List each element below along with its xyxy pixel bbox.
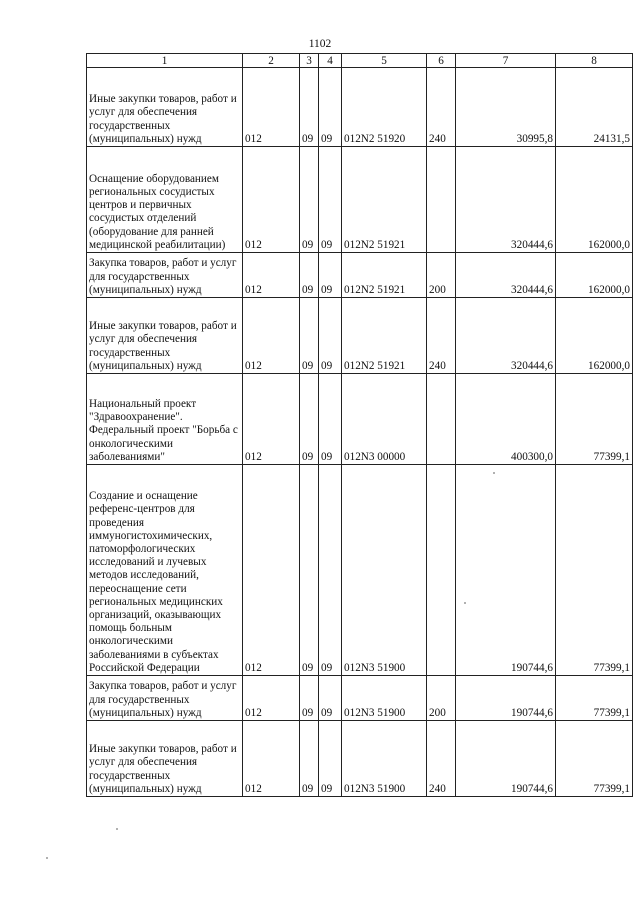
amount-col8: 162000,0 — [556, 298, 633, 374]
amount-col8: 24131,5 — [556, 68, 633, 147]
expense-type-code: 240 — [427, 298, 456, 374]
expense-type-code: 240 — [427, 68, 456, 147]
row-name: Создание и оснащение референс-центров для проведения иммуногистохимических, патоморфологических исследований и лучевых методов исследований, переоснащение сети региональных медицинских организаций, оказывающих помощь больным онкологическими заболеваниями в субъектах Российской Федерации — [87, 465, 243, 676]
section-code: 09 — [300, 147, 319, 253]
expense-type-code — [427, 465, 456, 676]
ministry-code: 012 — [243, 676, 300, 721]
column-header: 3 — [300, 54, 319, 68]
amount-col7: 190744,6 — [456, 465, 556, 676]
amount-col7: 320444,6 — [456, 253, 556, 298]
target-article-code: 012N2 51921 — [342, 298, 427, 374]
page-number: 1102 — [308, 38, 332, 50]
subsection-code: 09 — [319, 374, 342, 465]
subsection-code: 09 — [319, 465, 342, 676]
subsection-code: 09 — [319, 298, 342, 374]
row-name: Закупка товаров, работ и услуг для государственных (муниципальных) нужд — [87, 253, 243, 298]
ministry-code: 012 — [243, 721, 300, 797]
scan-speck — [493, 472, 495, 474]
ministry-code: 012 — [243, 374, 300, 465]
column-header: 2 — [243, 54, 300, 68]
table-row — [87, 298, 633, 374]
column-header: 5 — [342, 54, 427, 68]
ministry-code: 012 — [243, 253, 300, 298]
expense-type-code — [427, 147, 456, 253]
target-article-code: 012N2 51920 — [342, 68, 427, 147]
table-row — [87, 721, 633, 797]
amount-col8: 77399,1 — [556, 721, 633, 797]
section-code: 09 — [300, 298, 319, 374]
amount-col7: 400300,0 — [456, 374, 556, 465]
row-name: Иные закупки товаров, работ и услуг для обеспечения государственных (муниципальных) нужд — [87, 298, 243, 374]
amount-col8: 162000,0 — [556, 253, 633, 298]
column-header: 8 — [556, 54, 633, 68]
expense-type-code — [427, 374, 456, 465]
scan-speck — [116, 828, 118, 830]
amount-col8: 77399,1 — [556, 374, 633, 465]
amount-col8: 77399,1 — [556, 676, 633, 721]
subsection-code: 09 — [319, 676, 342, 721]
amount-col8: 162000,0 — [556, 147, 633, 253]
column-header: 7 — [456, 54, 556, 68]
row-name: Иные закупки товаров, работ и услуг для обеспечения государственных (муниципальных) нужд — [87, 721, 243, 797]
target-article-code: 012N2 51921 — [342, 147, 427, 253]
ministry-code: 012 — [243, 465, 300, 676]
subsection-code: 09 — [319, 721, 342, 797]
amount-col7: 320444,6 — [456, 147, 556, 253]
ministry-code: 012 — [243, 298, 300, 374]
table-row — [87, 676, 633, 721]
target-article-code: 012N3 51900 — [342, 465, 427, 676]
header-row — [87, 54, 633, 68]
section-code: 09 — [300, 253, 319, 298]
row-name: Национальный проект "Здравоохранение". Федеральный проект "Борьба с онкологическими заболеваниями" — [87, 374, 243, 465]
amount-col7: 320444,6 — [456, 298, 556, 374]
ministry-code: 012 — [243, 68, 300, 147]
target-article-code: 012N3 00000 — [342, 374, 427, 465]
table-row — [87, 68, 633, 147]
scan-speck — [46, 857, 48, 859]
column-header: 4 — [319, 54, 342, 68]
expense-type-code: 240 — [427, 721, 456, 797]
amount-col8: 77399,1 — [556, 465, 633, 676]
subsection-code: 09 — [319, 147, 342, 253]
expense-type-code: 200 — [427, 676, 456, 721]
target-article-code: 012N3 51900 — [342, 721, 427, 797]
row-name: Иные закупки товаров, работ и услуг для обеспечения государственных (муниципальных) нужд — [87, 68, 243, 147]
table-row — [87, 253, 633, 298]
amount-col7: 30995,8 — [456, 68, 556, 147]
target-article-code: 012N3 51900 — [342, 676, 427, 721]
subsection-code: 09 — [319, 68, 342, 147]
section-code: 09 — [300, 676, 319, 721]
amount-col7: 190744,6 — [456, 721, 556, 797]
section-code: 09 — [300, 68, 319, 147]
table-row — [87, 465, 633, 676]
table-row — [87, 374, 633, 465]
column-header: 1 — [87, 54, 243, 68]
section-code: 09 — [300, 721, 319, 797]
column-header: 6 — [427, 54, 456, 68]
expense-type-code: 200 — [427, 253, 456, 298]
amount-col7: 190744,6 — [456, 676, 556, 721]
section-code: 09 — [300, 374, 319, 465]
row-name: Оснащение оборудованием региональных сосудистых центров и первичных сосудистых отделений (оборудование для ранней медицинской реабилитации) — [87, 147, 243, 253]
ministry-code: 012 — [243, 147, 300, 253]
scan-speck — [464, 602, 466, 604]
row-name: Закупка товаров, работ и услуг для государственных (муниципальных) нужд — [87, 676, 243, 721]
budget-table — [86, 53, 633, 797]
table-row — [87, 147, 633, 253]
subsection-code: 09 — [319, 253, 342, 298]
section-code: 09 — [300, 465, 319, 676]
target-article-code: 012N2 51921 — [342, 253, 427, 298]
